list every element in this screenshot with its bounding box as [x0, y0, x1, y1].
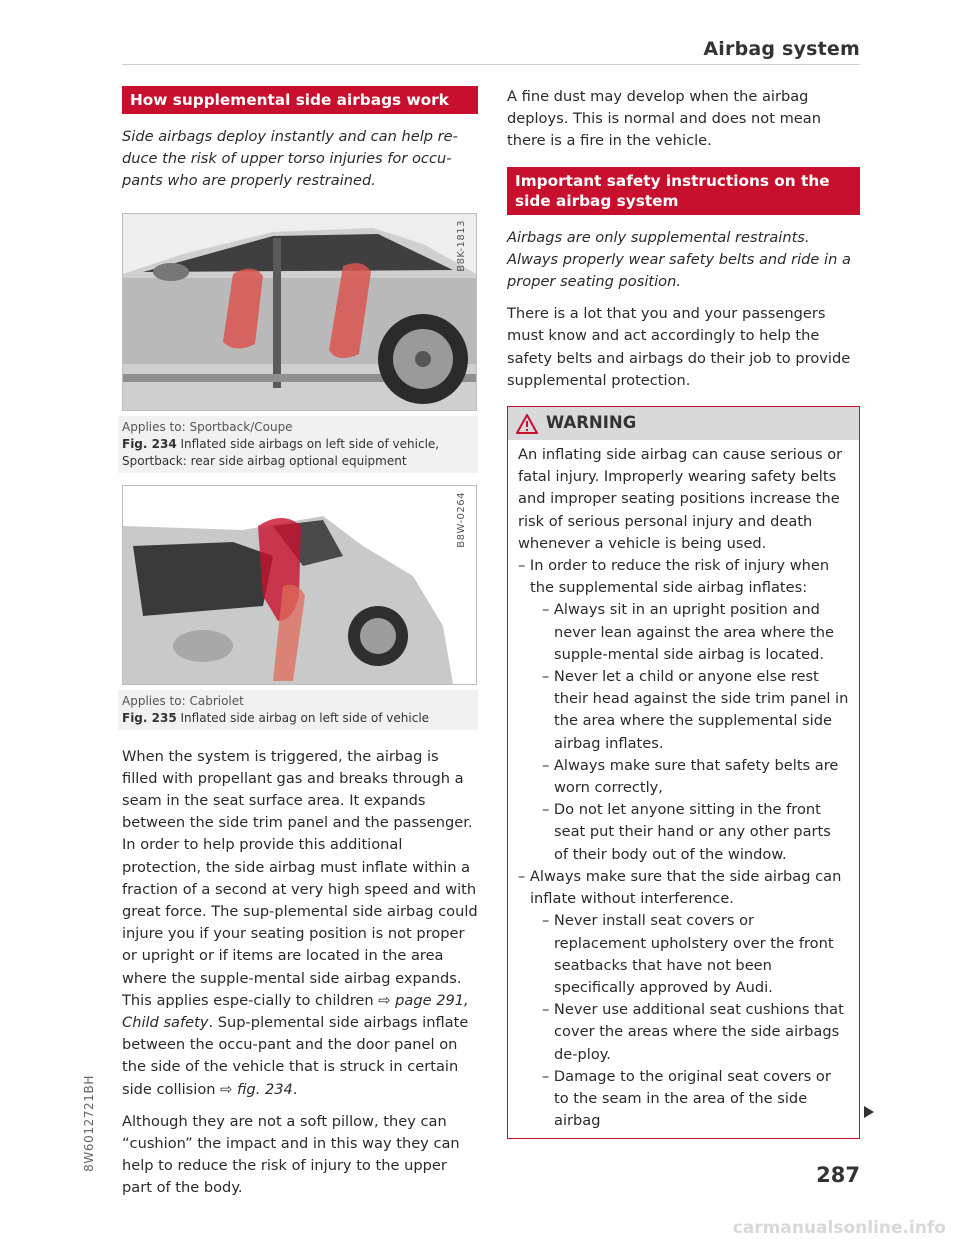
figure-235-applies: Applies to: Cabriolet	[122, 693, 244, 708]
warning-subitem: – Damage to the original seat covers or to the seam in the area of the side airbag	[542, 1067, 831, 1130]
cabriolet-side-airbag-illustration	[123, 486, 476, 684]
warning-intro: An inflating side airbag can cause serious or fatal injury. Improperly wearing safety belts and improper seating positions increase the risk of serious personal injury and death whenever a vehicle is being used.	[518, 446, 843, 552]
watermark: carmanualsonline.info	[732, 1218, 946, 1238]
figure-234-text: Inflated side airbags on left side of vehicle, Sportback: rear side airbag optional equipment	[122, 436, 440, 468]
section-title-safety-instructions: Important safety instructions on the side airbag system	[507, 167, 860, 215]
right-column	[507, 86, 860, 1139]
warning-subitem: – Do not let anyone sitting in the front seat put their hand or any other parts of their body out of the window.	[542, 801, 831, 863]
figure-234-image	[122, 213, 477, 411]
warning-subitem: – Never use additional seat cushions that cover the areas where the side airbags de-ploy.	[542, 1001, 844, 1063]
warning-triangle-icon	[516, 414, 538, 434]
warning-body	[508, 440, 859, 1138]
figure-235-text: Inflated side airbag on left side of vehicle	[180, 710, 430, 725]
sportback-side-airbag-illustration	[123, 214, 476, 410]
warning-header	[508, 407, 859, 440]
continue-arrow-icon	[862, 1105, 876, 1119]
figure-235-code: B8W-0264	[455, 491, 467, 548]
paragraph-cushion: Although they are not a soft pillow, they can “cushion” the impact and in this way they can help to reduce the risk of injury to the upper part of the body.	[122, 1112, 460, 1197]
warning-label: WARNING	[546, 413, 637, 433]
link-fig-234[interactable]: ⇨ fig. 234	[220, 1080, 293, 1098]
page-header-title: Airbag system	[703, 38, 860, 60]
figure-234-caption	[122, 416, 478, 473]
paragraph-text-c: .	[292, 1080, 298, 1098]
section-title-side-airbags-work: How supplemental side airbags work	[122, 86, 478, 114]
figure-235-image	[122, 485, 477, 685]
figure-235-caption	[122, 690, 478, 730]
paragraph-system-triggered	[122, 746, 478, 1101]
header-rule	[122, 64, 860, 65]
warning-subitem: – Never install seat covers or replacement upholstery over the front seatbacks that have not been specifically approved by Audi.	[542, 912, 834, 996]
paragraph-know-act: There is a lot that you and your passengers must know and act accordingly to help the safety belts and airbags do their job to provide supplemental protection.	[507, 305, 851, 389]
warning-subitem: – Never let a child or anyone else rest their head against the side trim panel in the area where the supplemental side airbag inflates.	[542, 668, 849, 752]
warning-item: – In order to reduce the risk of injury when the supplemental side airbag inflates:	[518, 557, 830, 597]
link-child-safety[interactable]: ⇨ page 291, Child safety	[122, 991, 469, 1032]
figure-235-id: Fig. 235	[122, 710, 177, 725]
warning-subitem: – Always make sure that safety belts are worn correctly,	[542, 756, 839, 797]
warning-item: – Always make sure that the side airbag can inflate without interference.	[518, 867, 842, 908]
section-intro: Side airbags deploy instantly and can help re-duce the risk of upper torso injuries for occu-pants who are properly restrained.	[122, 128, 458, 190]
left-column	[122, 86, 478, 1200]
paragraph-fine-dust: A fine dust may develop when the airbag deploys. This is normal and does not mean there is a fire in the vehicle.	[507, 88, 821, 150]
figure-234-applies: Applies to: Sportback/Coupe	[122, 419, 293, 434]
warning-subitem: – Always sit in an upright position and never lean against the area where the supple-mental side airbag is located.	[542, 601, 834, 663]
paragraph-text-b: . Sup-plemental side airbags inflate between the occu-pant and the door panel on the side of the vehicle that is struck in certain side collision	[122, 1014, 469, 1098]
figure-234-code: B8K-1813	[455, 219, 467, 272]
paragraph-text-a: When the system is triggered, the airbag is filled with propellant gas and breaks through a seam in the seat surface area. It expands between the side trim panel and the passenger. In order to help provide this additional protection, the side airbag must inflate within a fraction of a second at very high speed and with great force. The sup-plemental side airbag could injure you if your seating position is not proper or upright or if items are located in the area where the supple-mental side airbag expands. This applies espe-cially to children	[122, 747, 478, 1009]
document-code: 8W6012721BH	[82, 1075, 96, 1172]
figure-234-id: Fig. 234	[122, 436, 177, 451]
warning-box	[507, 406, 860, 1139]
safety-intro: Airbags are only supplemental restraints. Always properly wear safety belts and ride in a proper seating position.	[507, 228, 851, 291]
page-number: 287	[816, 1163, 860, 1187]
